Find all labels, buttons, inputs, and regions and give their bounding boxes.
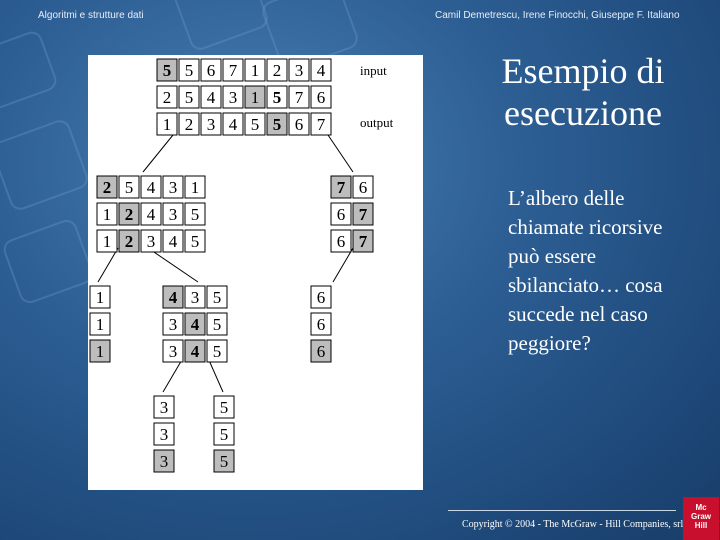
array-cell-value: 5 <box>272 88 282 107</box>
array-cell-value: 5 <box>212 288 222 307</box>
array-cell-value: 5 <box>190 232 200 251</box>
array-cell-value: 5 <box>250 115 260 134</box>
input-label: input <box>360 63 387 78</box>
array-cell-value: 7 <box>228 61 238 80</box>
array-cell-value: 6 <box>294 115 304 134</box>
array-cell-value: 1 <box>190 178 200 197</box>
array-cell-value: 1 <box>95 342 105 361</box>
array-cell-value: 3 <box>168 205 178 224</box>
array-cell-value: 2 <box>124 205 134 224</box>
array-cell-value: 1 <box>102 205 112 224</box>
output-label: output <box>360 115 394 130</box>
tree-edge <box>163 358 183 392</box>
array-cell-value: 6 <box>316 342 326 361</box>
course-title: Algoritmi e strutture dati <box>38 10 144 21</box>
array-cell-value: 3 <box>146 232 156 251</box>
array-cell-value: 1 <box>162 115 172 134</box>
array-cell-value: 6 <box>316 288 326 307</box>
tree-edge <box>98 248 118 282</box>
array-cell-value: 4 <box>190 342 200 361</box>
mcgraw-hill-logo <box>683 497 719 540</box>
array-cell-value: 3 <box>168 315 178 334</box>
array-cell-value: 5 <box>272 115 282 134</box>
tree-edge <box>148 248 198 282</box>
logo-line-1: Mc <box>695 503 707 512</box>
array-cell-value: 4 <box>206 88 216 107</box>
array-cell-value: 3 <box>168 342 178 361</box>
recursion-tree <box>88 55 423 490</box>
tree-edge <box>333 248 353 282</box>
array-cell-value: 5 <box>212 315 222 334</box>
array-cell-value: 3 <box>168 178 178 197</box>
array-cell-value: 4 <box>146 178 156 197</box>
array-cell-value: 3 <box>294 61 304 80</box>
array-cell-value: 6 <box>336 205 346 224</box>
array-cell-value: 2 <box>184 115 194 134</box>
array-cell-value: 6 <box>358 178 368 197</box>
array-cell-value: 7 <box>336 178 346 197</box>
array-cell-value: 4 <box>168 232 178 251</box>
array-cell-value: 7 <box>358 232 368 251</box>
tree-edge <box>328 135 353 172</box>
recursion-tree-figure <box>88 55 423 490</box>
array-cell-value: 3 <box>159 425 169 444</box>
array-cell-value: 1 <box>102 232 112 251</box>
array-cell-value: 4 <box>316 61 326 80</box>
array-cell-value: 6 <box>206 61 216 80</box>
authors: Camil Demetrescu, Irene Finocchi, Giuseppe F. Italiano <box>435 10 680 21</box>
array-cell-value: 6 <box>316 315 326 334</box>
array-cell-value: 3 <box>159 398 169 417</box>
array-cell-value: 4 <box>228 115 238 134</box>
array-cell-value: 4 <box>146 205 156 224</box>
array-cell-value: 3 <box>159 452 169 471</box>
array-cell-value: 5 <box>124 178 134 197</box>
array-cell-value: 4 <box>190 315 200 334</box>
array-cell-value: 2 <box>162 88 172 107</box>
array-cell-value: 5 <box>184 61 194 80</box>
array-cell-value: 5 <box>212 342 222 361</box>
array-cell-value: 1 <box>250 61 260 80</box>
array-cell-value: 5 <box>190 205 200 224</box>
array-cell-value: 5 <box>184 88 194 107</box>
copyright-text: Copyright © 2004 - The McGraw - Hill Companies, srl <box>462 519 684 530</box>
array-cell-value: 3 <box>228 88 238 107</box>
array-cell-value: 7 <box>316 115 326 134</box>
array-cell-value: 6 <box>316 88 326 107</box>
array-cell-value: 5 <box>219 452 229 471</box>
array-cell-value: 3 <box>206 115 216 134</box>
logo-line-3: Hill <box>694 521 708 530</box>
logo-line-2: Graw <box>690 512 711 521</box>
array-cell-value: 7 <box>294 88 304 107</box>
array-cell-value: 2 <box>124 232 134 251</box>
array-cell-value: 7 <box>358 205 368 224</box>
array-cell-value: 3 <box>190 288 200 307</box>
array-cell-value: 1 <box>250 88 260 107</box>
array-cell-value: 1 <box>95 315 105 334</box>
array-cell-value: 5 <box>219 398 229 417</box>
footer-divider <box>448 510 676 511</box>
tree-edge <box>143 135 173 172</box>
array-cell-value: 2 <box>102 178 112 197</box>
array-cell-value: 5 <box>219 425 229 444</box>
array-cell-value: 4 <box>168 288 178 307</box>
array-cell-value: 1 <box>95 288 105 307</box>
tree-edge <box>208 358 223 392</box>
array-cell-value: 5 <box>162 61 172 80</box>
array-cell-value: 6 <box>336 232 346 251</box>
slide-body: L’albero delle chiamate ricorsive può essere sbilanciato… cosa succede nel caso peggiore? <box>508 186 663 355</box>
slide-title: Esempio di esecuzione <box>501 51 665 133</box>
array-cell-value: 2 <box>272 61 282 80</box>
